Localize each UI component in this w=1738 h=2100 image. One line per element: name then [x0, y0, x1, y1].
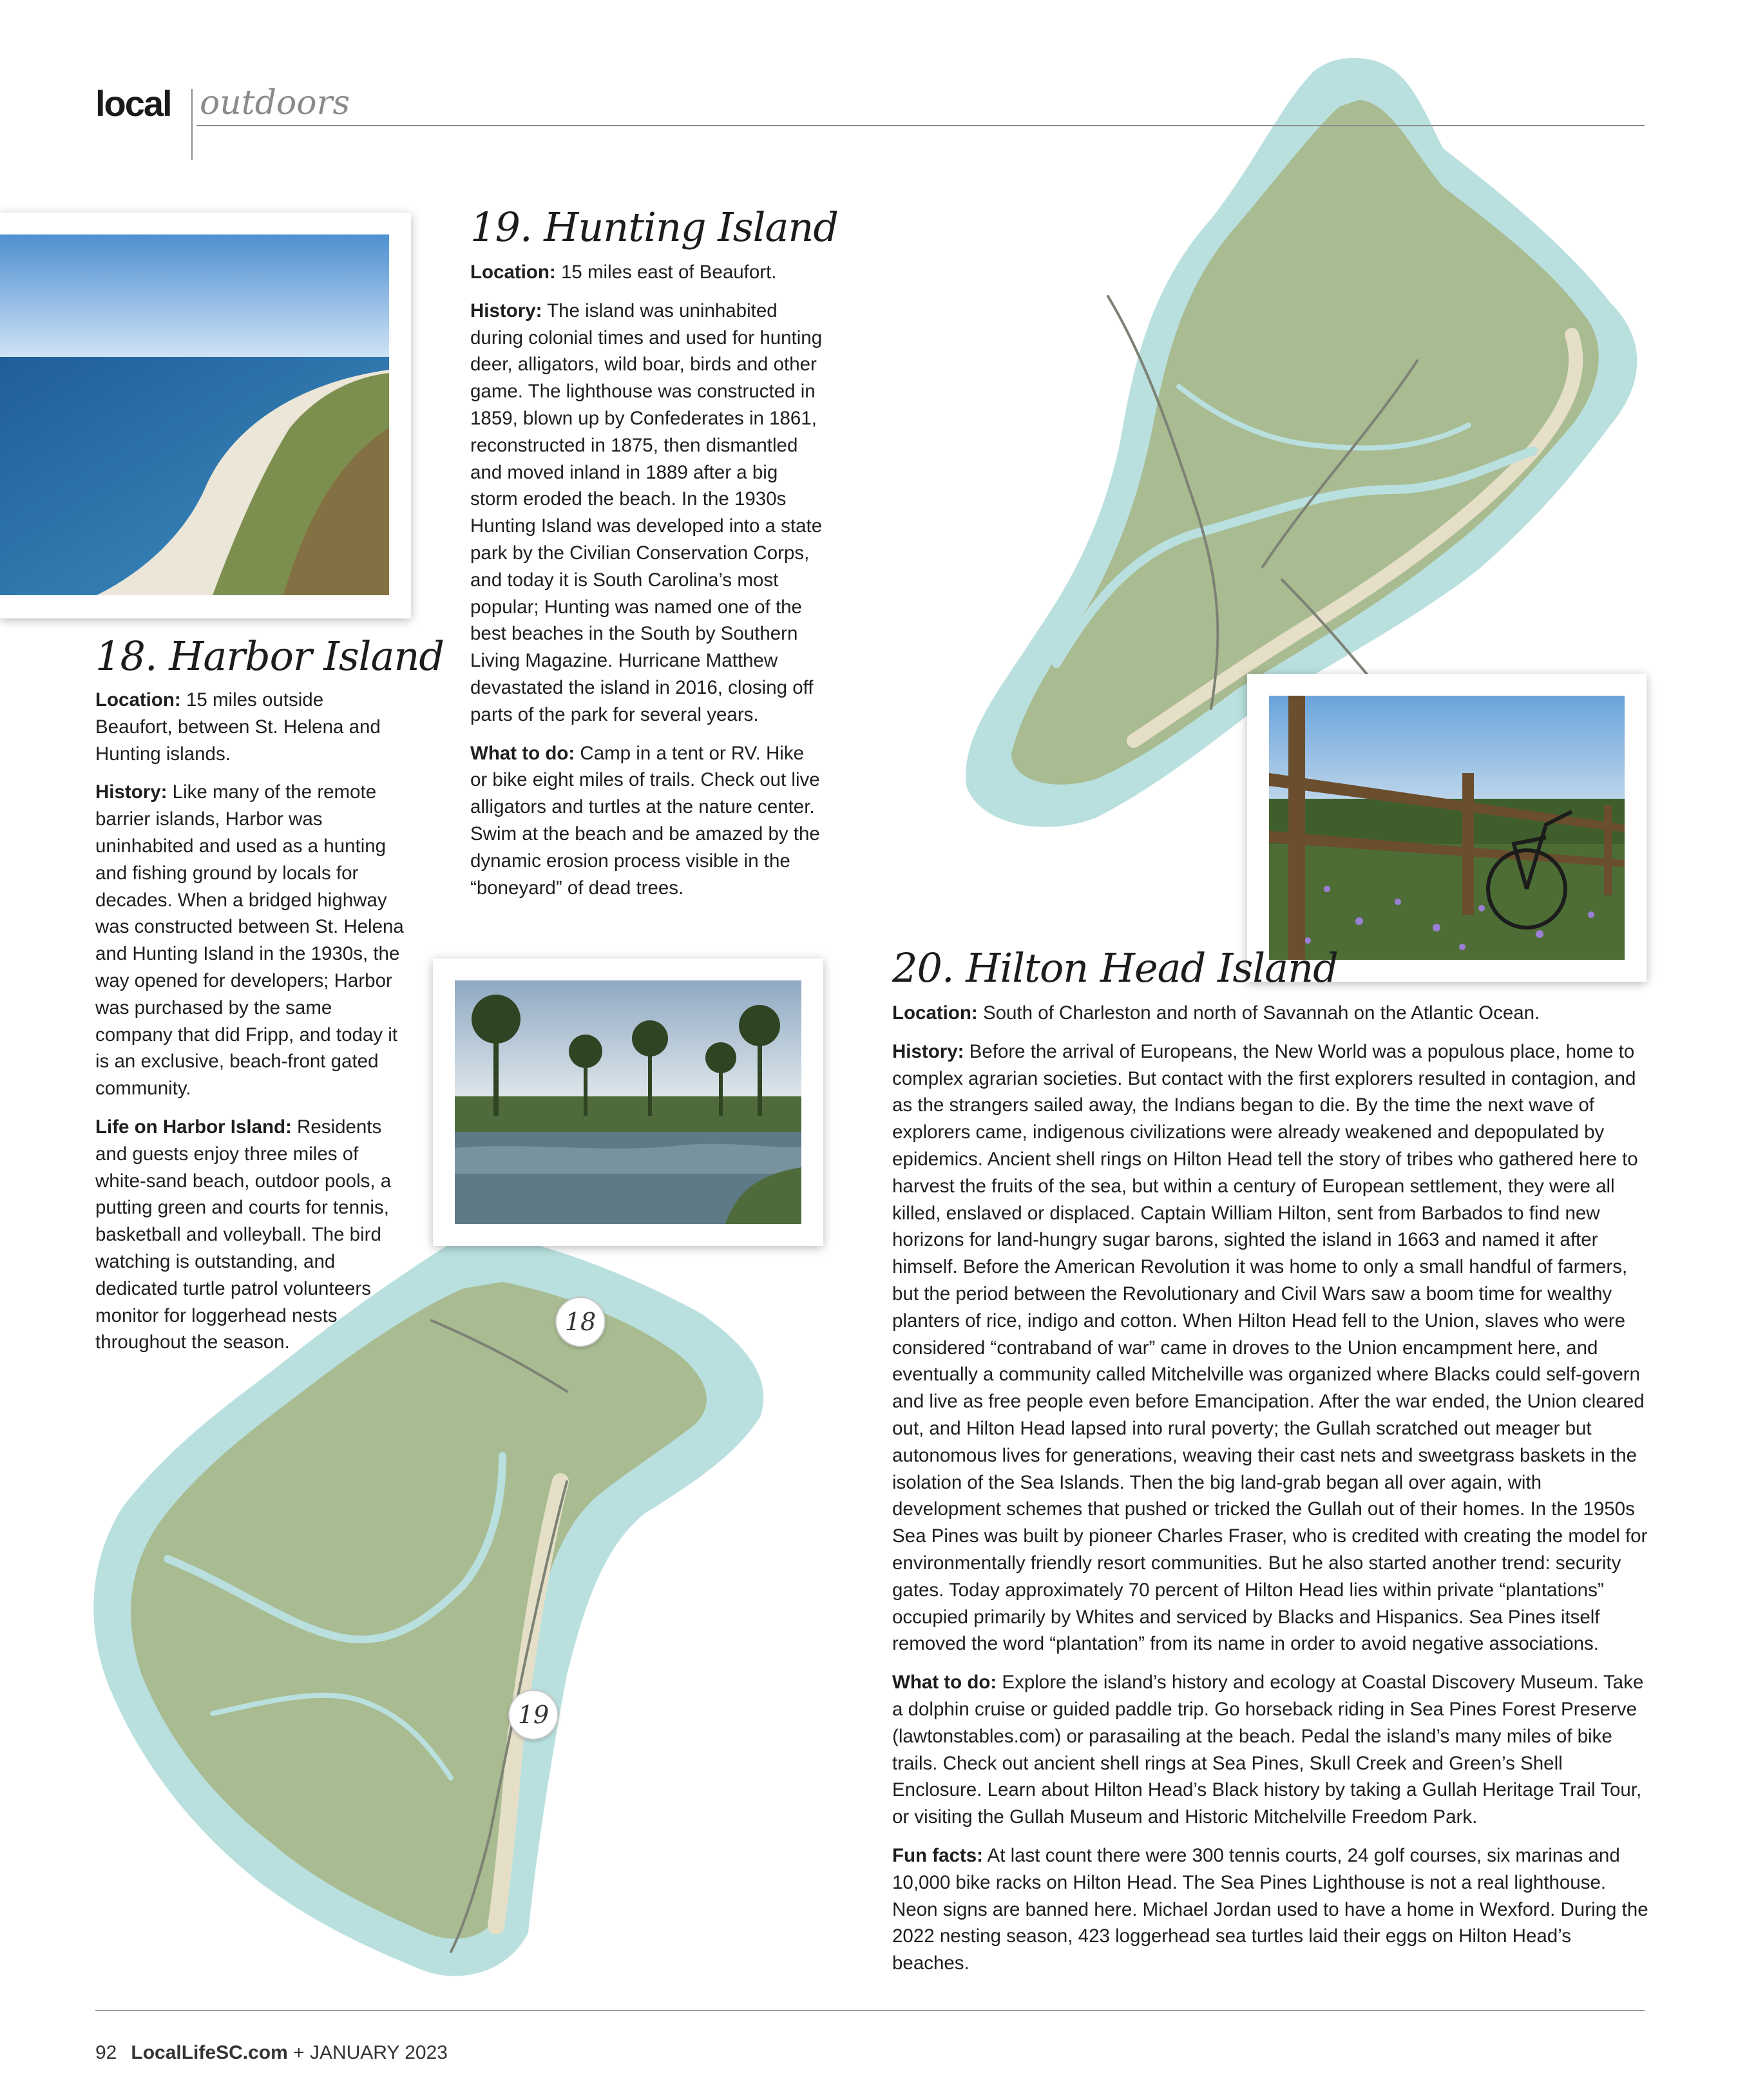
- harbor-island-life: [95, 1114, 405, 1356]
- map-marker-19: 19: [508, 1690, 559, 1740]
- photo-hunting-island-marsh: [433, 959, 823, 1246]
- harbor-location-label: Location:: [95, 689, 181, 711]
- footer-issue: + JANUARY 2023: [287, 2042, 448, 2063]
- header-brand-logo: local: [95, 83, 171, 124]
- harbor-island-history: [95, 779, 405, 1102]
- harbor-life-label: Life on Harbor Island:: [95, 1116, 292, 1138]
- harbor-island-location: [95, 687, 405, 767]
- hilton-location-text: South of Charleston and north of Savannah on the Atlantic Ocean.: [977, 1002, 1540, 1024]
- page-number: 92: [95, 2042, 117, 2063]
- hilton-fun-text: At last count there were 300 tennis courts, 24 golf courses, six marinas and 10,000 bike racks on Hilton Head. The Sea Pines Lighthouse is not a real lighthouse. Neon signs are banned here. Michael Jordan used to have a home in Wexford. During the 2022 nesting season, 423 loggerhead sea turtles laid their eggs on Hilton Head’s beaches.: [892, 1844, 1648, 1974]
- header-section-label: outdoors: [200, 84, 350, 122]
- footer-rule: [95, 2010, 1645, 2011]
- hunting-island-history: [470, 298, 823, 729]
- hunting-location-text: 15 miles east of Beaufort.: [555, 262, 777, 283]
- hilton-history-label: History:: [892, 1040, 964, 1062]
- hilton-todo-text: Explore the island’s history and ecology at Coastal Discovery Museum. Take a dolphin cruise or guided paddle trip. Go horseback riding in Sea Pines Forest Preserve (lawtonstables.com) or parasailing at the beach. Pedal the island’s many miles of bike trails. Check out ancient shell rings at Sea Pines, Skull Creek and Green’s Shell Enclosure. Learn about Hilton Head’s Black history by taking a Gullah Heritage Trail Tour, or visiting the Gullah Museum and Historic Mitchelville Freedom Park.: [892, 1672, 1644, 1828]
- hunting-island-location: [470, 259, 823, 286]
- palm-marsh-image: [455, 980, 801, 1224]
- hunting-island-title: 19. Hunting Island: [470, 204, 839, 251]
- footer: [95, 2042, 448, 2064]
- photo-hilton-head-bicycle: [1247, 674, 1647, 982]
- bicycle-fence-image: [1269, 696, 1625, 960]
- hunting-todo-text: Camp in a tent or RV. Hike or bike eight miles of trails. Check out live alligators and turtles at the nature center. Swim at the beach and be amazed by the dynamic erosion process visible in the “boneyard” of dead trees.: [470, 742, 820, 899]
- map-marker-18: 18: [555, 1297, 606, 1347]
- beach-aerial-image: [0, 234, 389, 595]
- hilton-head-body: [892, 1000, 1649, 1989]
- hilton-head-fun-facts: [892, 1842, 1649, 1977]
- hilton-head-todo: [892, 1669, 1649, 1831]
- harbor-location-text: 15 miles outside Beaufort, between St. Helena and Hunting islands.: [95, 689, 381, 765]
- hunting-history-text: The island was uninhabited during colonial times and used for hunting deer, alligators, wild boar, birds and other game. The lighthouse was constructed in 1859, blown up by Confederates in 1861, reconstructed in 1875, then dismantled and moved inland in 1889 after a big storm eroded the beach. In the 1930s Hunting Island was developed into a state park by the Civilian Conservation Corps, and today it is South Carolina’s most popular; Hunting was named one of the best beaches in the South by Southern Living Magazine. Hurricane Matthew devastated the island in 2016, closing off parts of the park for several years.: [470, 300, 823, 725]
- harbor-history-label: History:: [95, 781, 167, 803]
- footer-site-link[interactable]: LocalLifeSC.com: [131, 2042, 288, 2063]
- photo-harbor-island-beach: [0, 213, 411, 618]
- hunting-history-label: History:: [470, 300, 542, 321]
- harbor-island-title: 18. Harbor Island: [95, 633, 444, 680]
- hilton-head-title: 20. Hilton Head Island: [892, 944, 1338, 991]
- hunting-todo-label: What to do:: [470, 742, 575, 764]
- hilton-location-label: Location:: [892, 1002, 978, 1024]
- hilton-head-history: [892, 1038, 1649, 1657]
- hilton-todo-label: What to do:: [892, 1672, 997, 1694]
- hilton-history-text: Before the arrival of Europeans, the New World was a populous place, home to complex agrarian societies. But contact with the first explorers resulted in contagion, and as the strangers sailed away, the Indians began to die. By the time the next wave of explorers came, indigenous civilizations were already weakened and depopulated by epidemics. Ancient shell rings on Hilton Head tell the story of tribes who gathered here to harvest the fruits of the sea, but within a century of European settlement, they were all killed, enslaved or displaced. Captain William Hilton, sent from Barbados to find new horizons for land-hungry sugar barons, sighted the island in 1663 and named it after himself. Before the American Revolution it was home to only a small handful of farmers, but the period between the Revolutionary and Civil Wars saw a boom time for wealthy planters of rice, indigo and cotton. When Hilton Head fell to the Union, slaves who were considered “contraband of war” came in droves to the Union encampment here, and eventually a community called Mitchelville was organized where Blacks could self-govern and live as free people even before Emancipation. After the war ended, the Union cleared out, and Hilton Head lapsed into rural poverty; the Gullah scratched out meager but autonomous lives for generations, weaving their cast nets and sweetgrass baskets in the isolation of the Sea Islands. Then the big land-grab began all over again, with development schemes that pushed or tricked the Gullah out of their homes. In the 1950s Sea Pines was built by pioneer Charles Fraser, who is credited with creating the model for environmentally friendly resort communities. But he also started another trend: security gates. Today approximately 70 percent of Hilton Head lies within private “plantations” occupied primarily by Whites and serviced by Blacks and Hispanics. Sea Pines itself removed the word “plantation” from its name in order to avoid negative associations.: [892, 1040, 1648, 1655]
- hunting-island-body: [470, 259, 823, 913]
- header-rule: [196, 125, 1645, 126]
- harbor-life-text: Residents and guests enjoy three miles of white-sand beach, outdoor pools, a putting green and courts for tennis, basketball and volleyball. The bird watching is outstanding, and dedicated turtle patrol volunteers monitor for loggerhead nests throughout the season.: [95, 1116, 392, 1353]
- hilton-fun-label: Fun facts:: [892, 1844, 983, 1866]
- harbor-history-text: Like many of the remote barrier islands, Harbor was uninhabited and used as a hunting and fishing ground by locals for decades. When a bridged highway was constructed between St. Helena and Hunting Island in the 1930s, the way opened for developers; Harbor was purchased by the same company that did Fripp, and today it is an exclusive, beach-front gated community.: [95, 781, 404, 1100]
- header-divider-tick: [191, 89, 193, 160]
- harbor-island-body: [95, 687, 405, 1368]
- hunting-island-todo: [470, 740, 823, 902]
- hilton-head-location: [892, 1000, 1649, 1027]
- hunting-location-label: Location:: [470, 262, 556, 283]
